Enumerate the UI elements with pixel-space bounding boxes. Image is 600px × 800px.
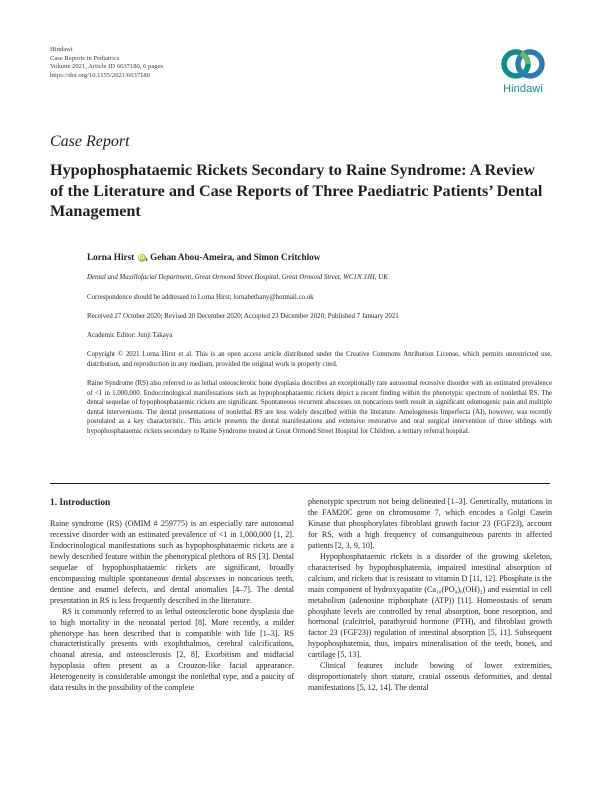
correspondence: Correspondence should be addressed to Lorna Hirst; lornabethany@hotmail.co.uk xyxy=(87,294,314,301)
section-divider xyxy=(50,483,550,484)
author-first[interactable]: Lorna Hirst xyxy=(87,252,135,262)
abstract: Raine Syndrome (RS) also referred to as lethal osteosclerotic bone dysplasia describes an exceptionally rare autosomal recessive disorder with an estimated prevalence of <1 in 1,000,000. Endocrinological manifestations such as hypophosphataemic rickets depict a recent finding within the phenotypic spectrum of nonlethal RS. The dental sequelae of hypophosphataemic rickets are significant. Spontaneous recurrent abscesses on noncarious teeth result in significant odontogenic pain and multiple dental interventions. The dental presentations of nonlethal RS are less widely described within the literature. Amelogenesis Imperfecta (AI), however, was recently postulated as a key characteristic. This article presents the dental manifestations and extensive restorative and oral surgical intervention of three siblings with hypophosphataemic rickets secondary to Raine Syndrome treated at Great Ormond Street Hospital for Children, a tertiary referral hospital. xyxy=(87,380,552,435)
copyright-notice: Copyright © 2021 Lorna Hirst et al. This is an open access article distributed under the Creative Commons Attribution License, which permits unrestricted use, distribution, and reproduction in any medium, provided the original work is properly cited. xyxy=(87,351,552,368)
affiliation: Dental and Maxillofacial Department, Great Ormond Street Hospital, Great Ormond Street, WC1N 3JH, UK xyxy=(87,274,388,281)
logo-wordmark: Hindawi xyxy=(503,83,543,95)
journal-meta xyxy=(50,46,163,80)
doi-link[interactable]: https://doi.org/10.1155/2021/6637180 xyxy=(50,71,151,79)
author-list xyxy=(87,251,552,263)
paragraph: phenotypic spectrum not being delineated [1–3]. Genetically, mutations in the FAM20C gene on chromosome 7, which encodes a Golgi Casein Kinase that phosphorylates fibroblast growth factor 23 (FGF23), account for RS, with a high frequency of consanguineous parents in affected patients [2, 3, 9, 10]. xyxy=(308,497,552,550)
body-column-right xyxy=(308,497,552,694)
hindawi-logo-icon xyxy=(499,46,547,82)
publication-dates: Received 27 October 2020; Revised 20 December 2020; Accepted 23 December 2020; Published 7 January 2021 xyxy=(87,313,399,320)
paragraph: Clinical features include bowing of lower extremities, disproportionately short stature, cranial osseous deformities, and dental manifestations [5, 12, 14]. The dental xyxy=(308,661,552,693)
article-title: Hypophosphataemic Rickets Secondary to Raine Syndrome: A Review of the Literature and Case Reports of Three Paediatric Patients’ Dental Management xyxy=(50,161,543,220)
orcid-icon[interactable]: iD xyxy=(138,255,145,261)
publisher-name: Hindawi xyxy=(50,46,73,53)
journal-name: Case Reports in Pediatrics xyxy=(50,54,120,62)
body-column-left xyxy=(50,497,294,694)
hindawi-logo xyxy=(495,46,551,95)
paragraph: RS is commonly referred to as lethal osteosclerotic bone dysplasia due to high mortality in the neonatal period [8]. More recently, a milder phenotype has been described that is compatible with life [1–3]. RS characteristically presents with exophthalmos, cerebral calcifications, choanal atresia, and osteosclerosis [2, 8]. Exorbitism and midfacial hypoplasia often present as a Crouzon-like facial appearance. Heterogeneity is considerable amongst the nonlethal type, and a paucity of data results in the possibility of the complete xyxy=(50,606,294,693)
author-rest: , Gehan Abou-Ameira, and Simon Critchlow xyxy=(145,252,321,262)
volume-line: Volume 2021, Article ID 6637180, 6 pages xyxy=(50,63,164,71)
academic-editor: Academic Editor: Junji Takaya xyxy=(87,332,173,339)
paragraph: Hypophosphataemic rickets is a disorder of the growing skeleton, characterised by hypophosphatemia, impaired intestinal absorption of calcium, and rickets that is resistant to vitamin D [11, 12]. Phosphate is the main component of hydroxyapatite (Ca₁₀(PO₄)₆(OH)₂) and essential in cell metabolism (adenosine triphosphate (ATP)) [11]. Homeostasis of serum phosphate levels are controlled by renal absorption, bone resorption, and hormonal (calcitriol, parathyroid hormone (PTH), and fibroblast growth factor 23 (FGF23)) regulation of intestinal absorption [5, 11]. Subsequent hypophosphatemia, thus, impairs mineralisation of the teeth, bones, and cartilage [5, 13]. xyxy=(308,551,552,660)
section-heading: 1. Introduction xyxy=(50,498,111,508)
paragraph: Raine syndrome (RS) (OMIM # 259775) is an especially rare autosomal recessive disorder with an estimated prevalence of <1 in 1,000,000 [1, 2]. Endocrinological manifestations such as hypophosphataemic rickets are a newly described feature within the phenotypical plethora of RS [3]. Dental sequelae of hypophosphataemic rickets are significant, broadly encompassing multiple spontaneous dental abscesses in noncarious teeth, dentine and enamel defects, and dental anomalies [4–7]. The dental presentation in RS is less frequently described in the literature. xyxy=(50,519,294,605)
article-type: Case Report xyxy=(50,133,130,150)
